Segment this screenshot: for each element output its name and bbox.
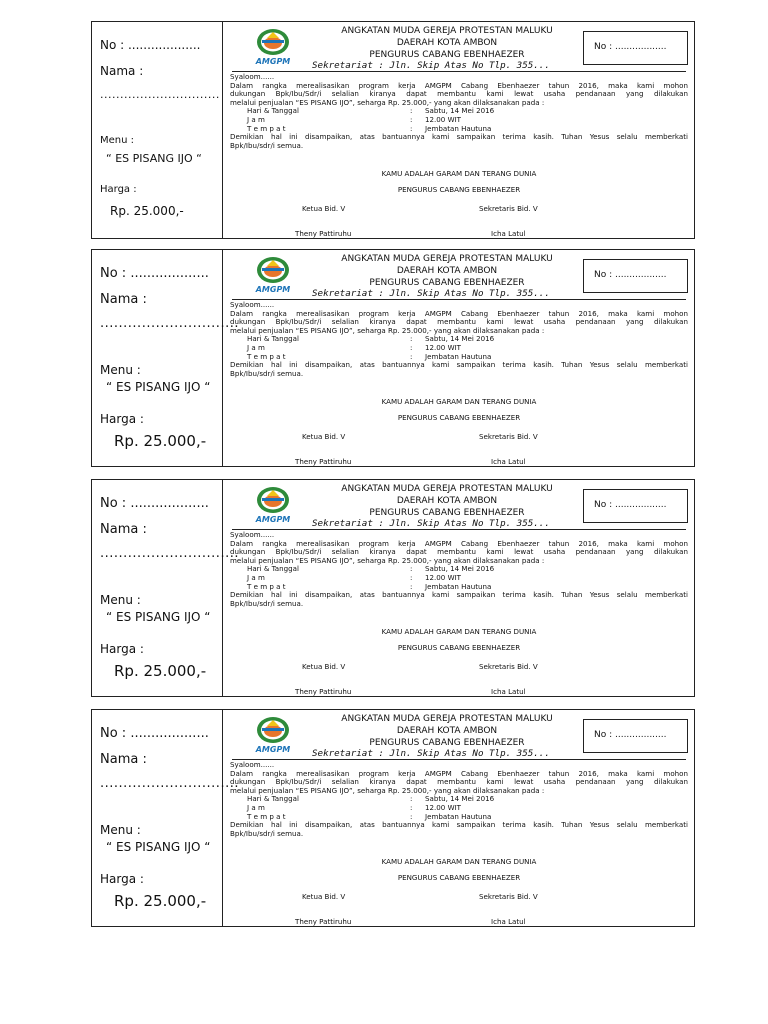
stub-menu-label: Menu :	[100, 593, 141, 607]
stub-menu-label: Menu :	[100, 823, 141, 837]
stub-harga-label: Harga :	[100, 184, 137, 195]
pengurus-line: PENGURUS CABANG EBENHAEZER	[397, 413, 521, 422]
tempat-value: Jembatan Hautuna	[425, 811, 492, 821]
org-line-1: ANGKATAN MUDA GEREJA PROTESTAN MALUKU	[341, 714, 553, 724]
colon: :	[410, 114, 413, 124]
para1-line1: Dalam rangka merealisasikan program kerja AMGPM Cabang Ebenhaezer tahun 2016, maka kami mohon	[230, 308, 688, 318]
stub-nama-label: Nama :	[100, 752, 147, 767]
org-line-1: ANGKATAN MUDA GEREJA PROTESTAN MALUKU	[341, 26, 553, 36]
left-signature-title: Ketua Bid. V	[302, 432, 346, 441]
amgpm-logo	[249, 254, 297, 296]
right-signature-name: Icha Latul	[491, 229, 526, 238]
hari-label: Hari & Tanggal	[247, 106, 299, 116]
tempat-label: T e m p a t	[247, 123, 286, 133]
greeting: Syaloom......	[230, 72, 275, 81]
jam-label: J a m	[247, 114, 265, 124]
org-line-1: ANGKATAN MUDA GEREJA PROTESTAN MALUKU	[341, 254, 553, 264]
stub-price: Rp. 25.000,-	[114, 662, 207, 680]
svg-text:AMGPM: AMGPM	[255, 57, 291, 66]
stub-nama-label: Nama :	[100, 64, 144, 78]
para1-line2: dukungan Bpk/Ibu/Sdr/i selalian kiranya dapat membantu kami lewat usaha pendanaan yang dilakukan	[230, 777, 688, 787]
tempat-label: T e m p a t	[247, 811, 286, 821]
left-signature-name: Theny Pattiruhu	[295, 687, 352, 696]
org-line-2: DAERAH KOTA AMBON	[396, 726, 498, 736]
para1-line2: dukungan Bpk/Ibu/Sdr/i selalian kiranya dapat membantu kami lewat usaha pendanaan yang dilakukan	[230, 547, 688, 557]
stub-menu-item: “ ES PISANG IJO “	[106, 840, 211, 854]
stub-harga-label: Harga :	[100, 872, 144, 886]
para2-line2: Bpk/Ibu/sdr/i semua.	[230, 828, 304, 838]
org-line-3: PENGURUS CABANG EBENHAEZER	[369, 738, 525, 748]
letter-body	[230, 761, 688, 838]
colon: :	[410, 351, 413, 361]
para2-line2: Bpk/Ibu/sdr/i semua.	[230, 368, 304, 378]
colon: :	[410, 811, 413, 821]
jam-value: 12.00 WIT	[425, 572, 462, 582]
amgpm-logo	[249, 484, 297, 526]
colon: :	[410, 802, 413, 812]
event-place-row	[230, 353, 688, 362]
right-signature-name: Icha Latul	[491, 687, 526, 696]
hari-label: Hari & Tanggal	[247, 334, 299, 344]
stub-harga-label: Harga :	[100, 412, 144, 426]
colon: :	[410, 572, 413, 582]
left-signature-title: Ketua Bid. V	[302, 204, 346, 213]
header-divider	[232, 299, 686, 300]
stub-menu-item: “ ES PISANG IJO “	[106, 610, 211, 624]
hari-value: Sabtu, 14 Mei 2016	[425, 564, 495, 574]
stub-menu-item: “ ES PISANG IJO “	[106, 380, 211, 394]
colon: :	[410, 581, 413, 591]
left-signature-title: Ketua Bid. V	[302, 892, 346, 901]
jam-value: 12.00 WIT	[425, 342, 462, 352]
number-box: No : ..................	[583, 719, 688, 753]
para1-line3: melalui penjualan “ES PISANG IJO”, seharga Rp. 25.000,- yang akan dilaksanakan pada :	[230, 97, 545, 107]
tempat-value: Jembatan Hautuna	[425, 581, 492, 591]
greeting: Syaloom......	[230, 300, 275, 309]
hari-value: Sabtu, 14 Mei 2016	[425, 106, 495, 116]
ticket	[91, 21, 695, 239]
organization-header	[332, 253, 562, 289]
ticket-stub	[92, 710, 239, 926]
org-line-3: PENGURUS CABANG EBENHAEZER	[369, 508, 525, 518]
jam-label: J a m	[247, 802, 265, 812]
stub-nama-dots: ..............................	[100, 316, 239, 331]
para2-line1: Demikian hal ini disampaikan, atas bantuannya kami sampaikan terima kasih. Tuhan Yesus selalu memberkati	[230, 820, 688, 830]
tempat-label: T e m p a t	[247, 351, 286, 361]
header-divider	[232, 759, 686, 760]
para1-line1: Dalam rangka merealisasikan program kerja AMGPM Cabang Ebenhaezer tahun 2016, maka kami mohon	[230, 80, 688, 90]
right-signature-title: Sekretaris Bid. V	[479, 432, 538, 441]
jam-value: 12.00 WIT	[425, 114, 462, 124]
secretariat-address: Sekretariat : Jln. Skip Atas No Tlp. 355...	[312, 288, 550, 299]
header-divider	[232, 529, 686, 530]
number-box: No : ..................	[583, 31, 688, 65]
stub-menu-label: Menu :	[100, 363, 141, 377]
ticket	[91, 709, 695, 927]
right-signature-title: Sekretaris Bid. V	[479, 662, 538, 671]
ticket	[91, 479, 695, 697]
number-box: No : ..................	[583, 489, 688, 523]
event-place-row	[230, 125, 688, 134]
para1-line3: melalui penjualan “ES PISANG IJO”, seharga Rp. 25.000,- yang akan dilaksanakan pada :	[230, 785, 545, 795]
colon: :	[410, 794, 413, 804]
right-signature-title: Sekretaris Bid. V	[479, 204, 538, 213]
org-line-3: PENGURUS CABANG EBENHAEZER	[369, 278, 525, 288]
greeting: Syaloom......	[230, 760, 275, 769]
organization-header	[332, 713, 562, 749]
para2-line2: Bpk/Ibu/sdr/i semua.	[230, 140, 304, 150]
colon: :	[410, 123, 413, 133]
secretariat-address: Sekretariat : Jln. Skip Atas No Tlp. 355...	[312, 60, 550, 71]
header-divider	[232, 71, 686, 72]
hari-label: Hari & Tanggal	[247, 564, 299, 574]
event-place-row	[230, 813, 688, 822]
ticket-stub	[92, 250, 239, 466]
tempat-label: T e m p a t	[247, 581, 286, 591]
letter-body	[230, 73, 688, 150]
para1-line2: dukungan Bpk/Ibu/Sdr/i selalian kiranya dapat membantu kami lewat usaha pendanaan yang dilakukan	[230, 317, 688, 327]
stub-price: Rp. 25.000,-	[114, 432, 207, 450]
para1-line2: dukungan Bpk/Ibu/Sdr/i selalian kiranya dapat membantu kami lewat usaha pendanaan yang dilakukan	[230, 89, 688, 99]
stub-nama-label: Nama :	[100, 292, 147, 307]
para1-line3: melalui penjualan “ES PISANG IJO”, seharga Rp. 25.000,- yang akan dilaksanakan pada :	[230, 325, 545, 335]
jam-value: 12.00 WIT	[425, 802, 462, 812]
org-line-2: DAERAH KOTA AMBON	[396, 266, 498, 276]
right-signature-name: Icha Latul	[491, 457, 526, 466]
stub-no-label: No : ...................	[100, 726, 209, 741]
letter-body	[230, 301, 688, 378]
stub-nama-dots: ..............................	[100, 546, 239, 561]
stub-no-label: No : ...................	[100, 38, 201, 52]
para1-line1: Dalam rangka merealisasikan program kerja AMGPM Cabang Ebenhaezer tahun 2016, maka kami mohon	[230, 538, 688, 548]
hari-value: Sabtu, 14 Mei 2016	[425, 334, 495, 344]
letter-body	[230, 531, 688, 608]
stub-harga-label: Harga :	[100, 642, 144, 656]
stub-price: Rp. 25.000,-	[114, 892, 207, 910]
pengurus-line: PENGURUS CABANG EBENHAEZER	[397, 185, 521, 194]
ticket	[91, 249, 695, 467]
organization-header	[332, 483, 562, 519]
left-signature-name: Theny Pattiruhu	[295, 917, 352, 926]
ticket-stub	[92, 22, 223, 238]
para1-line1: Dalam rangka merealisasikan program kerja AMGPM Cabang Ebenhaezer tahun 2016, maka kami mohon	[230, 768, 688, 778]
org-line-2: DAERAH KOTA AMBON	[396, 496, 498, 506]
para2-line1: Demikian hal ini disampaikan, atas bantuannya kami sampaikan terima kasih. Tuhan Yesus selalu memberkati	[230, 590, 688, 600]
slogan: KAMU ADALAH GARAM DAN TERANG DUNIA	[381, 857, 537, 866]
jam-label: J a m	[247, 572, 265, 582]
event-place-row	[230, 583, 688, 592]
svg-text:AMGPM: AMGPM	[255, 515, 291, 524]
slogan: KAMU ADALAH GARAM DAN TERANG DUNIA	[381, 169, 537, 178]
organization-header	[332, 25, 562, 61]
greeting: Syaloom......	[230, 530, 275, 539]
para2-line2: Bpk/Ibu/sdr/i semua.	[230, 598, 304, 608]
stub-menu-item: “ ES PISANG IJO “	[106, 152, 202, 165]
svg-text:AMGPM: AMGPM	[255, 745, 291, 754]
colon: :	[410, 342, 413, 352]
stub-no-label: No : ...................	[100, 266, 209, 281]
stub-price: Rp. 25.000,-	[110, 204, 184, 218]
slogan: KAMU ADALAH GARAM DAN TERANG DUNIA	[381, 627, 537, 636]
stub-no-label: No : ...................	[100, 496, 209, 511]
left-signature-title: Ketua Bid. V	[302, 662, 346, 671]
stub-nama-dots: ..............................	[100, 776, 239, 791]
pengurus-line: PENGURUS CABANG EBENHAEZER	[397, 643, 521, 652]
org-line-1: ANGKATAN MUDA GEREJA PROTESTAN MALUKU	[341, 484, 553, 494]
tempat-value: Jembatan Hautuna	[425, 123, 492, 133]
stub-nama-dots: ..............................	[100, 88, 220, 101]
org-line-2: DAERAH KOTA AMBON	[396, 38, 498, 48]
ticket-stub	[92, 480, 239, 696]
hari-value: Sabtu, 14 Mei 2016	[425, 794, 495, 804]
hari-label: Hari & Tanggal	[247, 794, 299, 804]
jam-label: J a m	[247, 342, 265, 352]
secretariat-address: Sekretariat : Jln. Skip Atas No Tlp. 355...	[312, 518, 550, 529]
left-signature-name: Theny Pattiruhu	[295, 229, 352, 238]
secretariat-address: Sekretariat : Jln. Skip Atas No Tlp. 355...	[312, 748, 550, 759]
right-signature-name: Icha Latul	[491, 917, 526, 926]
stub-menu-label: Menu :	[100, 135, 135, 146]
para1-line3: melalui penjualan “ES PISANG IJO”, seharga Rp. 25.000,- yang akan dilaksanakan pada :	[230, 555, 545, 565]
pengurus-line: PENGURUS CABANG EBENHAEZER	[397, 873, 521, 882]
colon: :	[410, 334, 413, 344]
left-signature-name: Theny Pattiruhu	[295, 457, 352, 466]
number-box: No : ..................	[583, 259, 688, 293]
tempat-value: Jembatan Hautuna	[425, 351, 492, 361]
slogan: KAMU ADALAH GARAM DAN TERANG DUNIA	[381, 397, 537, 406]
colon: :	[410, 106, 413, 116]
amgpm-logo	[249, 26, 297, 68]
para2-line1: Demikian hal ini disampaikan, atas bantuannya kami sampaikan terima kasih. Tuhan Yesus selalu memberkati	[230, 132, 688, 142]
org-line-3: PENGURUS CABANG EBENHAEZER	[369, 50, 525, 60]
right-signature-title: Sekretaris Bid. V	[479, 892, 538, 901]
para2-line1: Demikian hal ini disampaikan, atas bantuannya kami sampaikan terima kasih. Tuhan Yesus selalu memberkati	[230, 360, 688, 370]
svg-text:AMGPM: AMGPM	[255, 285, 291, 294]
stub-nama-label: Nama :	[100, 522, 147, 537]
colon: :	[410, 564, 413, 574]
amgpm-logo	[249, 714, 297, 756]
